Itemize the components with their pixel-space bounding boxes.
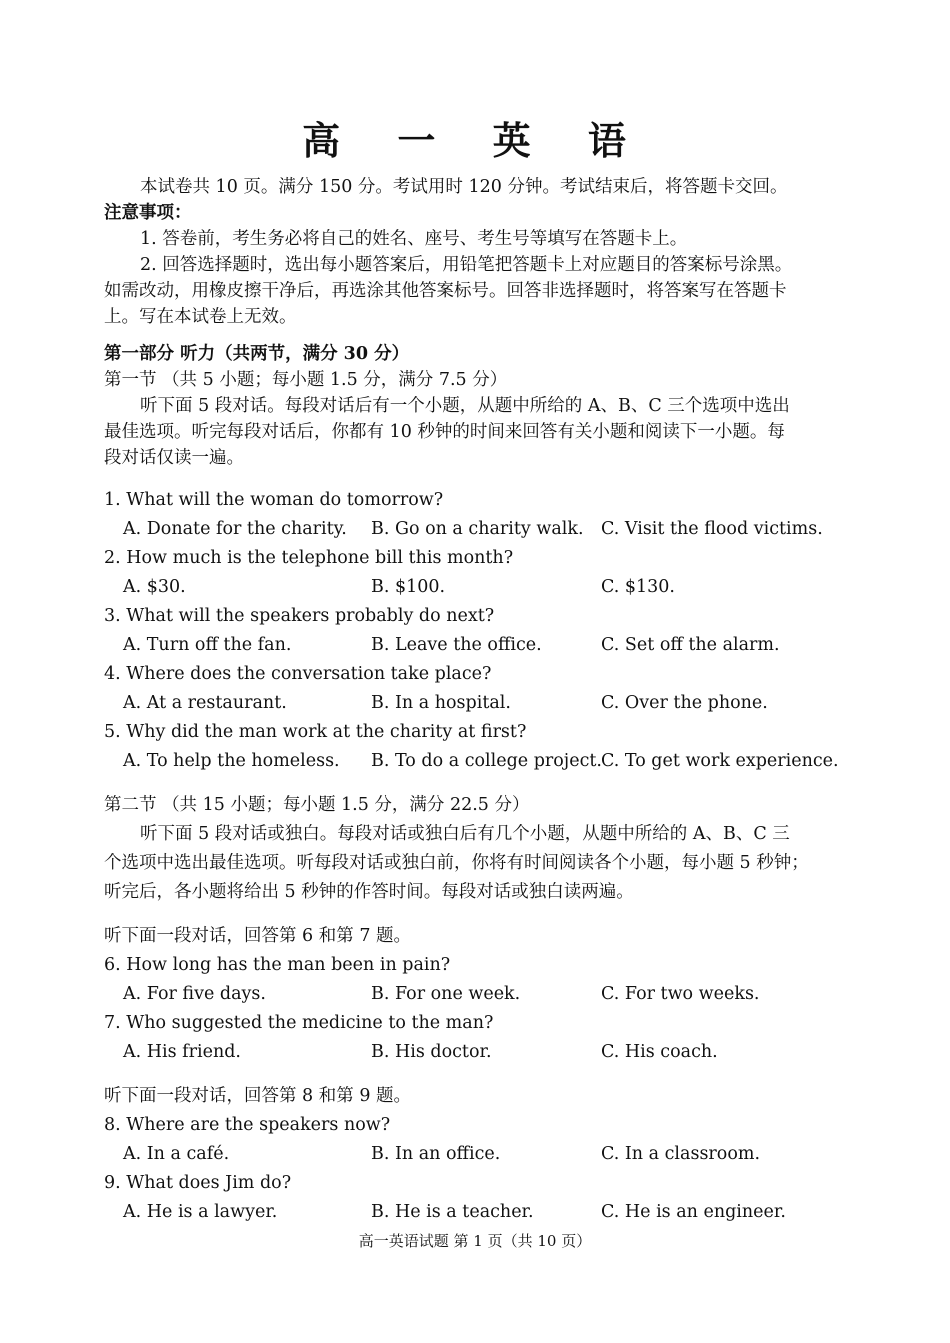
option-b: B. In an office. [371,1144,501,1164]
option-b: B. His doctor. [371,1042,492,1062]
option-b: B. To do a college project. [371,751,602,771]
question-5-options [104,747,848,776]
question-1-options [104,515,848,544]
notice-2-line-1: 2. 回答选择题时，选出每小题答案后，用铅笔把答题卡上对应题目的答案标号涂黑。 [140,255,793,275]
option-b: B. For one week. [371,984,521,1004]
section2-intro-block [104,791,848,907]
option-a: A. Donate for the charity. [123,519,347,539]
section1-questions [104,486,848,776]
notice-1: 1. 答卷前，考生务必将自己的姓名、座号、考生号等填写在答题卡上。 [140,229,688,249]
page-footer: 高一英语试题 第 1 页（共 10 页） [358,1232,592,1250]
intro-text: 本试卷共 10 页。满分 150 分。考试用时 120 分钟。考试结束后，将答题卡交回。 [140,177,788,197]
option-a: A. Turn off the fan. [123,635,292,655]
option-c: C. For two weeks. [601,984,760,1004]
section1-instruction-line-3: 段对话仅读一遍。 [104,448,244,468]
option-c: C. Visit the flood victims. [601,519,823,539]
option-a: A. For five days. [123,984,266,1004]
page-title: 高 一 英 语 [302,119,648,163]
question-2-options [104,573,848,602]
option-a: A. To help the homeless. [123,751,340,771]
group1-heading: 听下面一段对话，回答第 6 和第 7 题。 [104,926,412,946]
option-a: A. $30. [123,577,186,597]
option-b: B. $100. [371,577,446,597]
question-6: 6. How long has the man been in pain? [104,955,451,975]
question-3: 3. What will the speakers probably do next? [104,606,495,626]
question-1: 1. What will the woman do tomorrow? [104,490,444,510]
question-9-options [104,1198,848,1227]
option-c: C. His coach. [601,1042,718,1062]
option-b: B. Leave the office. [371,635,542,655]
section1-heading: 第一节 （共 5 小题；每小题 1.5 分，满分 7.5 分） [104,370,508,390]
intro-block [104,174,848,330]
section2-heading: 第二节 （共 15 小题；每小题 1.5 分，满分 22.5 分） [104,795,530,815]
option-c: C. $130. [601,577,675,597]
group1-questions [104,922,848,1067]
question-2: 2. How much is the telephone bill this month? [104,548,514,568]
question-7-options [104,1038,848,1067]
question-8: 8. Where are the speakers now? [104,1115,391,1135]
question-7: 7. Who suggested the medicine to the man? [104,1013,494,1033]
group2-heading: 听下面一段对话，回答第 8 和第 9 题。 [104,1086,412,1106]
question-4: 4. Where does the conversation take place? [104,664,492,684]
option-b: B. He is a teacher. [371,1202,534,1222]
option-b: B. In a hospital. [371,693,511,713]
option-c: C. He is an engineer. [601,1202,786,1222]
part1-heading: 第一部分 听力（共两节，满分 30 分） [104,344,410,364]
option-a: A. In a café. [123,1144,230,1164]
section1-intro-block [104,341,848,471]
option-a: A. His friend. [123,1042,241,1062]
section1-instruction-line-2: 最佳选项。听完每段对话后，你都有 10 秒钟的时间来回答有关小题和阅读下一小题。每 [104,422,785,442]
option-c: C. Set off the alarm. [601,635,780,655]
section2-instruction-line-3: 听完后，各小题将给出 5 秒钟的作答时间。每段对话或独白读两遍。 [104,882,634,902]
section1-instruction-line-1: 听下面 5 段对话。每段对话后有一个小题，从题中所给的 A、B、C 三个选项中选出 [140,396,790,416]
notice-2-line-3: 上。写在本试卷上无效。 [104,307,297,327]
question-8-options [104,1140,848,1169]
notice-heading: 注意事项： [104,203,192,223]
group2-questions [104,1082,848,1227]
option-c: C. Over the phone. [601,693,768,713]
question-3-options [104,631,848,660]
option-a: A. At a restaurant. [123,693,287,713]
option-a: A. He is a lawyer. [123,1202,278,1222]
section2-instruction-line-2: 个选项中选出最佳选项。听每段对话或独白前，你将有时间阅读各个小题，每小题 5 秒钟； [104,853,809,873]
option-c: C. To get work experience. [601,751,839,771]
section2-instruction-line-1: 听下面 5 段对话或独白。每段对话或独白后有几个小题，从题中所给的 A、B、C 三 [140,824,790,844]
question-6-options [104,980,848,1009]
question-4-options [104,689,848,718]
option-b: B. Go on a charity walk. [371,519,584,539]
question-5: 5. Why did the man work at the charity at first? [104,722,527,742]
notice-2-line-2: 如需改动，用橡皮擦干净后，再选涂其他答案标号。回答非选择题时，将答案写在答题卡 [104,281,787,301]
option-c: C. In a classroom. [601,1144,761,1164]
question-9: 9. What does Jim do? [104,1173,292,1193]
